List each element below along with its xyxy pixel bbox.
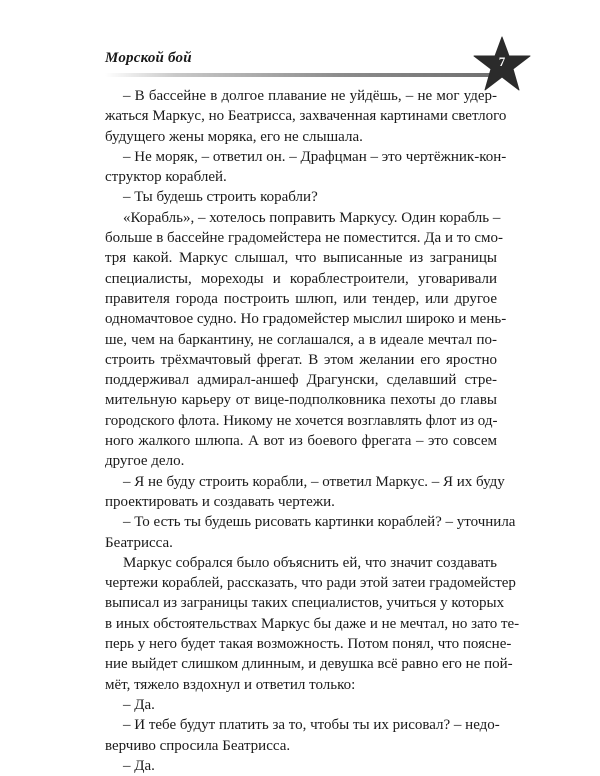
body-text xyxy=(105,86,520,776)
text-line: мительную карьеру от вице-подполковника пехоты до главы xyxy=(105,392,497,409)
text-line: – То есть ты будешь рисовать картинки кораблей? – уточнила xyxy=(123,514,516,531)
text-line: мёт, тяжело вздохнул и ответил только: xyxy=(105,676,356,693)
text-line: ного жалкого шлюпа. А вот из боевого фрегата – это совсем xyxy=(105,433,497,450)
text-line: другое дело. xyxy=(105,453,185,470)
text-line: перь у него будет такая возможность. Потом понял, что поясне- xyxy=(105,636,512,653)
text-line: – Не моряк, – ответил он. – Драфцман – это чертёжник-кон- xyxy=(123,148,507,165)
header-rule xyxy=(105,73,497,77)
page-number: 7 xyxy=(498,54,506,69)
text-line: – Да. xyxy=(123,696,155,713)
text-line: ше, чем на баркантину, не соглашался, а в идеале мечтал по- xyxy=(105,331,497,348)
text-line: тря какой. Маркус слышал, что выписанные из заграницы xyxy=(105,250,497,267)
text-line: – Я не буду строить корабли, – ответил Маркус. – Я их буду xyxy=(123,473,505,490)
text-line: больше в бассейне градомейстера не поместится. Да и то смо- xyxy=(105,230,503,247)
text-line: одномачтовое судно. Но градомейстер мыслил широко и мень- xyxy=(105,311,507,328)
running-title: Морской бой xyxy=(105,50,192,66)
text-line: строить трёхмачтовый фрегат. В этом желании его яростно xyxy=(105,351,497,368)
text-line: правителя города построить шлюп, или тендер, или другое xyxy=(105,290,497,307)
text-line: поддерживал адмирал-аншеф Драгунски, сделавший стре- xyxy=(105,372,497,389)
text-line: – И тебе будут платить за то, чтобы ты их рисовал? – недо- xyxy=(123,717,500,734)
text-line: Маркус собрался было объяснить ей, что значит создавать xyxy=(123,554,497,571)
text-line: структор кораблей. xyxy=(105,169,227,186)
text-line: жаться Маркус, но Беатрисса, захваченная картинами светлого xyxy=(105,108,507,125)
text-line: специалисты, мореходы и кораблестроители, уговаривали xyxy=(105,270,497,287)
text-line: – В бассейне в долгое плавание не уйдёшь, – не мог удер- xyxy=(123,88,497,104)
text-line: – Да. xyxy=(123,757,155,774)
text-line: «Корабль», – хотелось поправить Маркусу. Один корабль – xyxy=(123,209,501,226)
text-line: выписал из заграницы таких специалистов, учиться у которых xyxy=(105,595,505,612)
text-line: в иных обстоятельствах Маркус бы даже и не мечтал, но зато те- xyxy=(105,615,520,632)
text-line: чертежи кораблей, рассказать, что ради этой затеи градомейстер xyxy=(105,575,516,592)
text-line: будущего жены моряка, его не слышала. xyxy=(105,128,363,145)
star-icon xyxy=(473,36,531,92)
text-line: ние выйдет слишком длинным, и девушка всё равно его не пой- xyxy=(105,656,513,673)
text-line: проектировать и создавать чертежи. xyxy=(105,493,335,510)
text-line: городского флота. Никому не хочется возглавлять флот из од- xyxy=(105,412,498,429)
text-line: Беатрисса. xyxy=(105,534,173,551)
text-line: верчиво спросила Беатрисса. xyxy=(105,737,291,754)
text-line: – Ты будешь строить корабли? xyxy=(123,189,318,206)
page-header xyxy=(105,38,525,82)
